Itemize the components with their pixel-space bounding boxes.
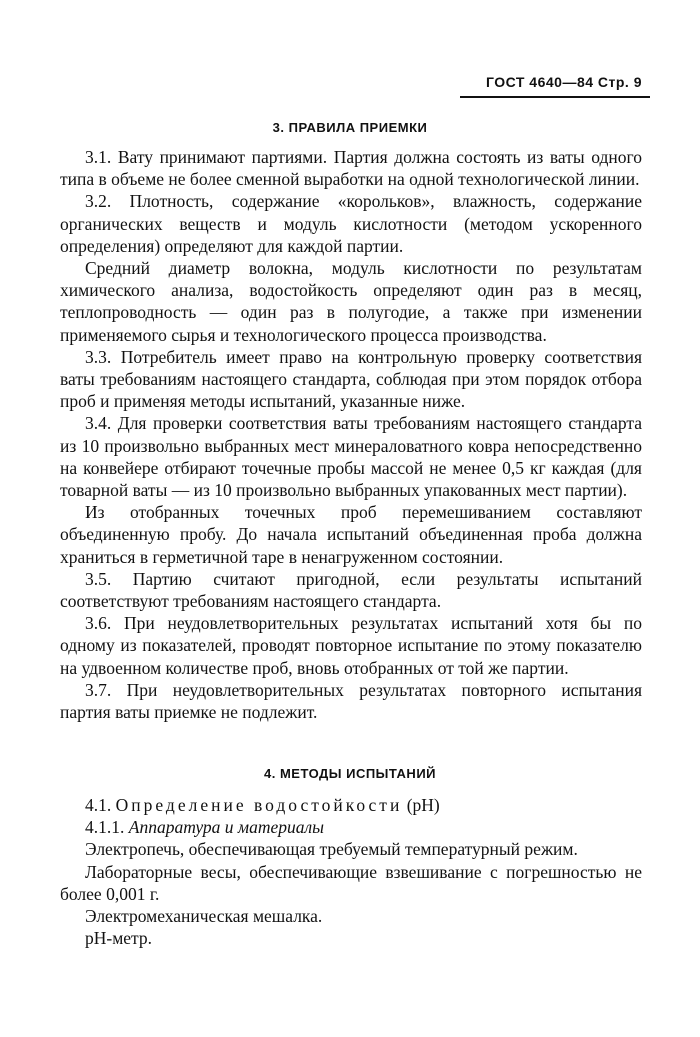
paragraph-3-6: 3.6. При неудовлетворительных результатах испытаний хотя бы по одному из показателей, проводят повторное испытание по этому показателю на удвоенном количестве проб, вновь отобранных от той же партии. — [60, 613, 642, 678]
equipment-ph-meter: рН-метр. — [85, 928, 153, 949]
section-4-title: 4. МЕТОДЫ ИСПЫТАНИЙ — [264, 766, 436, 781]
running-header: ГОСТ 4640—84 Стр. 9 — [485, 74, 642, 90]
paragraph-3-2: 3.2. Плотность, содержание «корольков», влажность, содержание органических веществ и модуль кислотности (методом ускоренного определения) определяют для каждой партии. — [60, 191, 642, 256]
section-4-body — [60, 794, 642, 949]
item-4-1-1-heading — [60, 816, 642, 838]
section-3-title: 3. ПРАВИЛА ПРИЕМКИ — [272, 120, 428, 135]
subsection-title: Определение водостойкости — [115, 795, 403, 815]
equipment-furnace: Электропечь, обеспечивающая требуемый температурный режим. — [85, 839, 578, 860]
subsection-suffix: (рН) — [406, 795, 440, 815]
subsection-4-1-heading — [60, 794, 642, 816]
item-number: 4.1.1. — [85, 817, 125, 838]
equipment-mixer: Электромеханическая мешалка. — [85, 906, 323, 927]
paragraph-3-5: 3.5. Партию считают пригодной, если результаты испытаний соответствуют требованиям настоящего стандарта. — [60, 568, 642, 612]
paragraph-3-3: 3.3. Потребитель имеет право на контрольную проверку соответствия ваты требованиям настоящего стандарта, соблюдая при этом порядок отбора проб и применяя методы испытаний, указанные ниже. — [60, 346, 642, 412]
paragraph-3-2-cont: Средний диаметр волокна, модуль кислотности по результатам химического анализа, водостойкость определяют один раз в месяц, теплопроводность — один раз в полугодие, а также при изменении применяемого сырья и технологического процесса производства. — [60, 258, 642, 345]
equipment-scales: Лабораторные весы, обеспечивающие взвешивание с погрешностью не более 0,001 г. — [60, 861, 642, 904]
paragraph-3-1: 3.1. Вату принимают партиями. Партия должна состоять из ваты одного типа в объеме не более сменной выработки на одной технологической линии. — [60, 147, 642, 190]
paragraph-3-7: 3.7. При неудовлетворительных результатах повторного испытания партия ваты приемке не подлежит. — [60, 679, 642, 723]
section-3-body — [60, 146, 642, 723]
paragraph-3-4: 3.4. Для проверки соответствия ваты требованиям настоящего стандарта из 10 произвольно выбранных мест минераловатного ковра непосредственно на конвейере отбирают точечные пробы массой не менее 0,5 кг каждая (для товарной ваты — из 10 произвольно выбранных упакованных мест партии). — [60, 413, 642, 501]
item-title: Аппаратура и материалы — [128, 817, 324, 838]
header-rule — [460, 96, 650, 98]
subsection-number: 4.1. — [85, 795, 112, 815]
paragraph-3-4-cont: Из отобранных точечных проб перемешиванием составляют объединенную пробу. До начала испытаний объединенная проба должна храниться в герметичной таре в ненагруженном состоянии. — [60, 502, 642, 567]
